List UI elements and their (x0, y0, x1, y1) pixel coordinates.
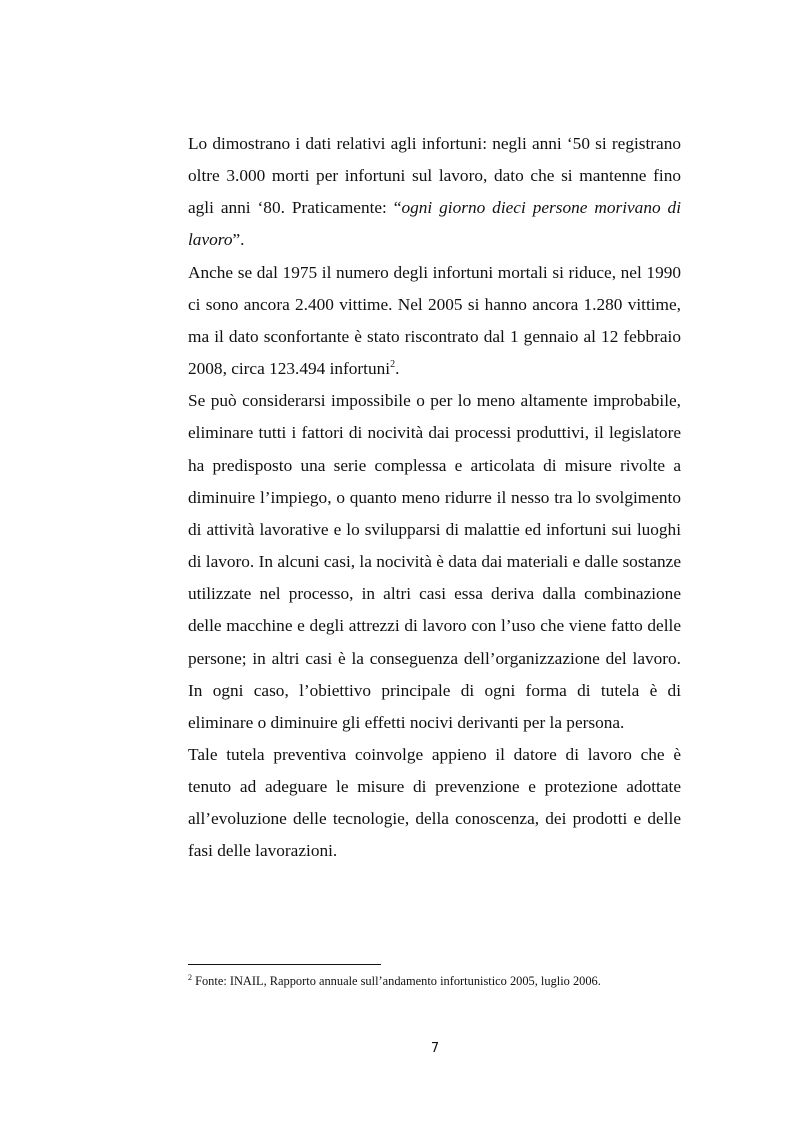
footnote-separator (188, 964, 381, 965)
footnote-number: 2 (188, 973, 192, 982)
paragraph-infortuni-anni-50 (188, 128, 681, 257)
paragraph-vittime-statistiche-end: . (395, 359, 400, 379)
paragraph-vittime-statistiche-text: Anche se dal 1975 il numero degli infortuni mortali si riduce, nel 1990 ci sono ancora 2.400 vittime. Nel 2005 si hanno ancora 1.280 vittime, ma il dato sconfortante è stato riscontrato dal 1 gennaio al 12 febbraio 2008, circa 123.494 infortuni (188, 262, 681, 379)
page-number: 7 (430, 1041, 440, 1056)
paragraph-tutela-preventiva: Tale tutela preventiva coinvolge appieno il datore di lavoro che è tenuto ad adeguare le misure di prevenzione e protezione adottate all’evoluzione delle tecnologie, della conoscenza, dei prodotti e delle fasi delle lavorazioni. (188, 744, 681, 861)
footnote-reference: 2 (390, 359, 396, 371)
footnote-text: Fonte: INAIL, Rapporto annuale sull’andamento infortunistico 2005, luglio 2006. (192, 974, 601, 988)
quote-closing: ”. (232, 230, 245, 250)
paragraph-vittime-statistiche (188, 257, 681, 386)
body-text (188, 128, 681, 868)
paragraph-misure-legislatore: Se può considerarsi impossibile o per lo meno altamente improbabile, eliminare tutti i fattori di nocività dai processi produttivi, il legislatore ha predisposto una serie complessa e articolata di misure rivolte a diminuire l’impiego, o quanto meno ridurre il nesso tra lo svolgimento di attività lavorative e lo svilupparsi di malattie ed infortuni sui luoghi di lavoro. In alcuni casi, la nocività è data dai materiali e dalle sostanze utilizzate nel processo, in altri casi essa deriva dalla combinazione delle macchine e degli attrezzi di lavoro con l’uso che viene fatto delle persone; in altri casi è la conseguenza dell’organizzazione del lavoro. In ogni caso, l’obiettivo principale di ogni forma di tutela è di eliminare o diminuire gli effetti nocivi derivanti per la persona. (188, 391, 681, 732)
footnote (188, 972, 688, 990)
paragraph-infortuni-anni-50-text: Lo dimostrano i dati relativi agli infortuni: negli anni ‘50 si registrano oltre 3.000 morti per infortuni sul lavoro, dato che si mantenne fino agli anni ‘80. Praticamente: “ (188, 134, 681, 218)
quote-italic: ogni giorno dieci persone morivano di lavoro (188, 198, 681, 250)
